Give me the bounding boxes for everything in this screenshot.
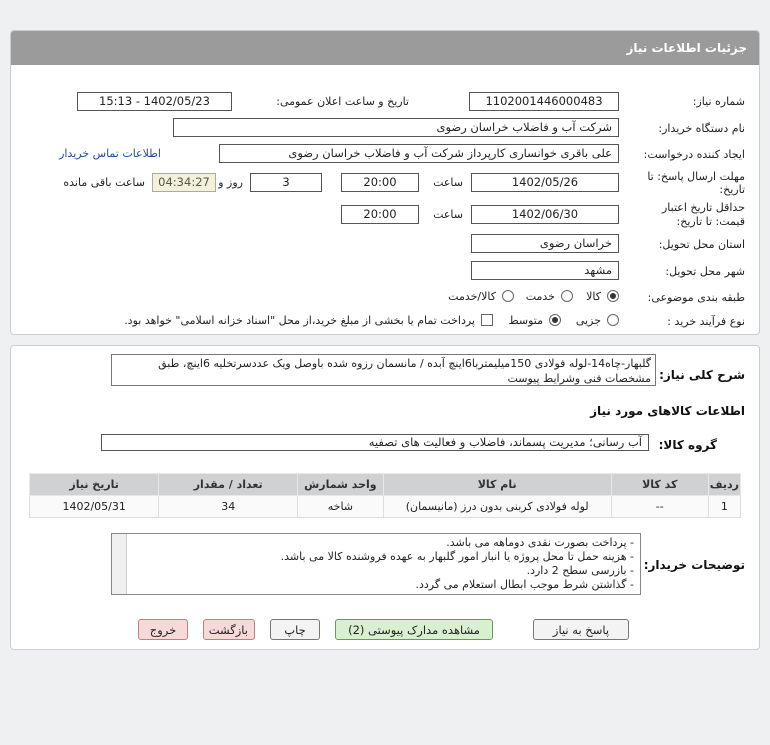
col-name: نام کالا [383,474,611,496]
treasury-checkbox[interactable] [481,314,493,326]
buyer-notes[interactable] [111,533,641,595]
category-both-label: کالا/خدمت [448,290,496,303]
category-goods-radio[interactable] [607,290,619,302]
table-row [30,496,741,518]
goods-group-label: گروه کالا: [658,438,717,452]
summary-label: شرح کلی نیاز: [659,368,745,382]
need-number-field: 1102001446000483 [469,92,619,111]
deadline-time-label: ساعت [433,176,463,189]
validity-label: حداقل تاریخ اعتبار [661,201,745,214]
cell-row: 1 [708,496,740,518]
deadline-label-2: تاریخ: [719,183,745,196]
note-line: - بازرسی سطح 2 دارد. [526,564,634,577]
category-goods-label: کالا [586,290,601,303]
deadline-date-field: 1402/05/26 [471,173,619,192]
cell-name: لوله فولادی کربنی بدون درز (مانیسمان) [383,496,611,518]
cell-unit: شاخه [298,496,384,518]
days-label: روز و [218,176,243,189]
remaining-label: ساعت باقی مانده [63,176,145,189]
print-button[interactable]: چاپ [270,619,320,640]
col-row: ردیف [708,474,740,496]
need-details-panel [10,30,760,335]
deadline-label: مهلت ارسال پاسخ: تا [647,170,745,183]
announce-field: 1402/05/23 - 15:13 [77,92,232,111]
summary-text: گلبهار-چاه14-لوله فولادی 150میلیمتربا6اینچ آبده / مانسمان رزوه شده باوصل ویک عددسرتخلیه 6اینچ، طبق مشخصات فنی وشرایط پیوست [111,354,656,386]
process-minor-label: جزیی [575,314,601,327]
validity-time-label: ساعت [433,208,463,221]
validity-label-2: قیمت: تا تاریخ: [676,215,745,228]
note-line: - پرداخت بصورت نقدی دوماهه می باشد. [446,536,634,549]
col-unit: واحد شمارش [298,474,384,496]
page-title: جزئیات اطلاعات نیاز [11,31,759,65]
col-date: تاریخ نیاز [30,474,159,496]
reply-button[interactable]: پاسخ به نیاز [533,619,629,640]
goods-table [29,473,741,518]
buyer-contact-link[interactable]: اطلاعات تماس خریدار [59,147,161,160]
category-service-label: خدمت [525,290,555,303]
announce-label: تاریخ و ساعت اعلان عمومی: [276,95,409,108]
view-docs-button[interactable]: مشاهده مدارک پیوستی (2) [335,619,493,640]
cell-date: 1402/05/31 [30,496,159,518]
note-line: - گذاشتن شرط موجب ابطال استعلام می گردد. [415,578,634,591]
cell-qty: 34 [159,496,298,518]
process-medium-label: متوسط [508,314,543,327]
notes-scrollbar[interactable] [112,534,127,594]
category-both-radio[interactable] [502,290,514,302]
validity-date-field: 1402/06/30 [471,205,619,224]
creator-label: ایجاد کننده درخواست: [643,148,745,161]
category-service-radio[interactable] [561,290,573,302]
validity-time-field: 20:00 [341,205,419,224]
remaining-time-field: 04:34:27 [152,173,216,192]
exit-button[interactable]: خروج [138,619,188,640]
buyer-field: شرکت آب و فاضلاب خراسان رضوی [173,118,619,137]
deadline-time-field: 20:00 [341,173,419,192]
creator-field: علی باقری خوانساری کارپرداز شرکت آب و فاضلاب خراسان رضوی [219,144,619,163]
province-field: خراسان رضوی [471,234,619,253]
days-field: 3 [250,173,322,192]
city-field: مشهد [471,261,619,280]
goods-group-field: آب رسانی؛ مدیریت پسماند، فاضلاب و فعالیت های تصفیه [101,434,649,451]
treasury-note: پرداخت تمام یا بخشی از مبلغ خرید،از محل "اسناد خزانه اسلامی" خواهد بود. [124,314,475,327]
province-label: استان محل تحویل: [658,238,745,251]
buyer-label: نام دستگاه خریدار: [658,122,745,135]
need-number-label: شماره نیاز: [692,95,745,108]
need-items-panel [10,345,760,650]
back-button[interactable]: بازگشت [203,619,255,640]
process-label: نوع فرآیند خرید : [667,315,745,328]
process-minor-radio[interactable] [607,314,619,326]
notes-label: توضیحات خریدار: [643,558,745,572]
col-qty: تعداد / مقدار [159,474,298,496]
col-code: کد کالا [611,474,708,496]
goods-info-heading: اطلاعات کالاهای مورد نیاز [590,404,745,418]
city-label: شهر محل تحویل: [665,265,745,278]
note-line: - هزینه حمل تا محل پروژه یا انبار امور گلبهار به عهده فروشنده کالا می باشد. [280,550,634,563]
category-label: طبقه بندی موضوعی: [647,291,745,304]
cell-code: -- [611,496,708,518]
process-medium-radio[interactable] [549,314,561,326]
